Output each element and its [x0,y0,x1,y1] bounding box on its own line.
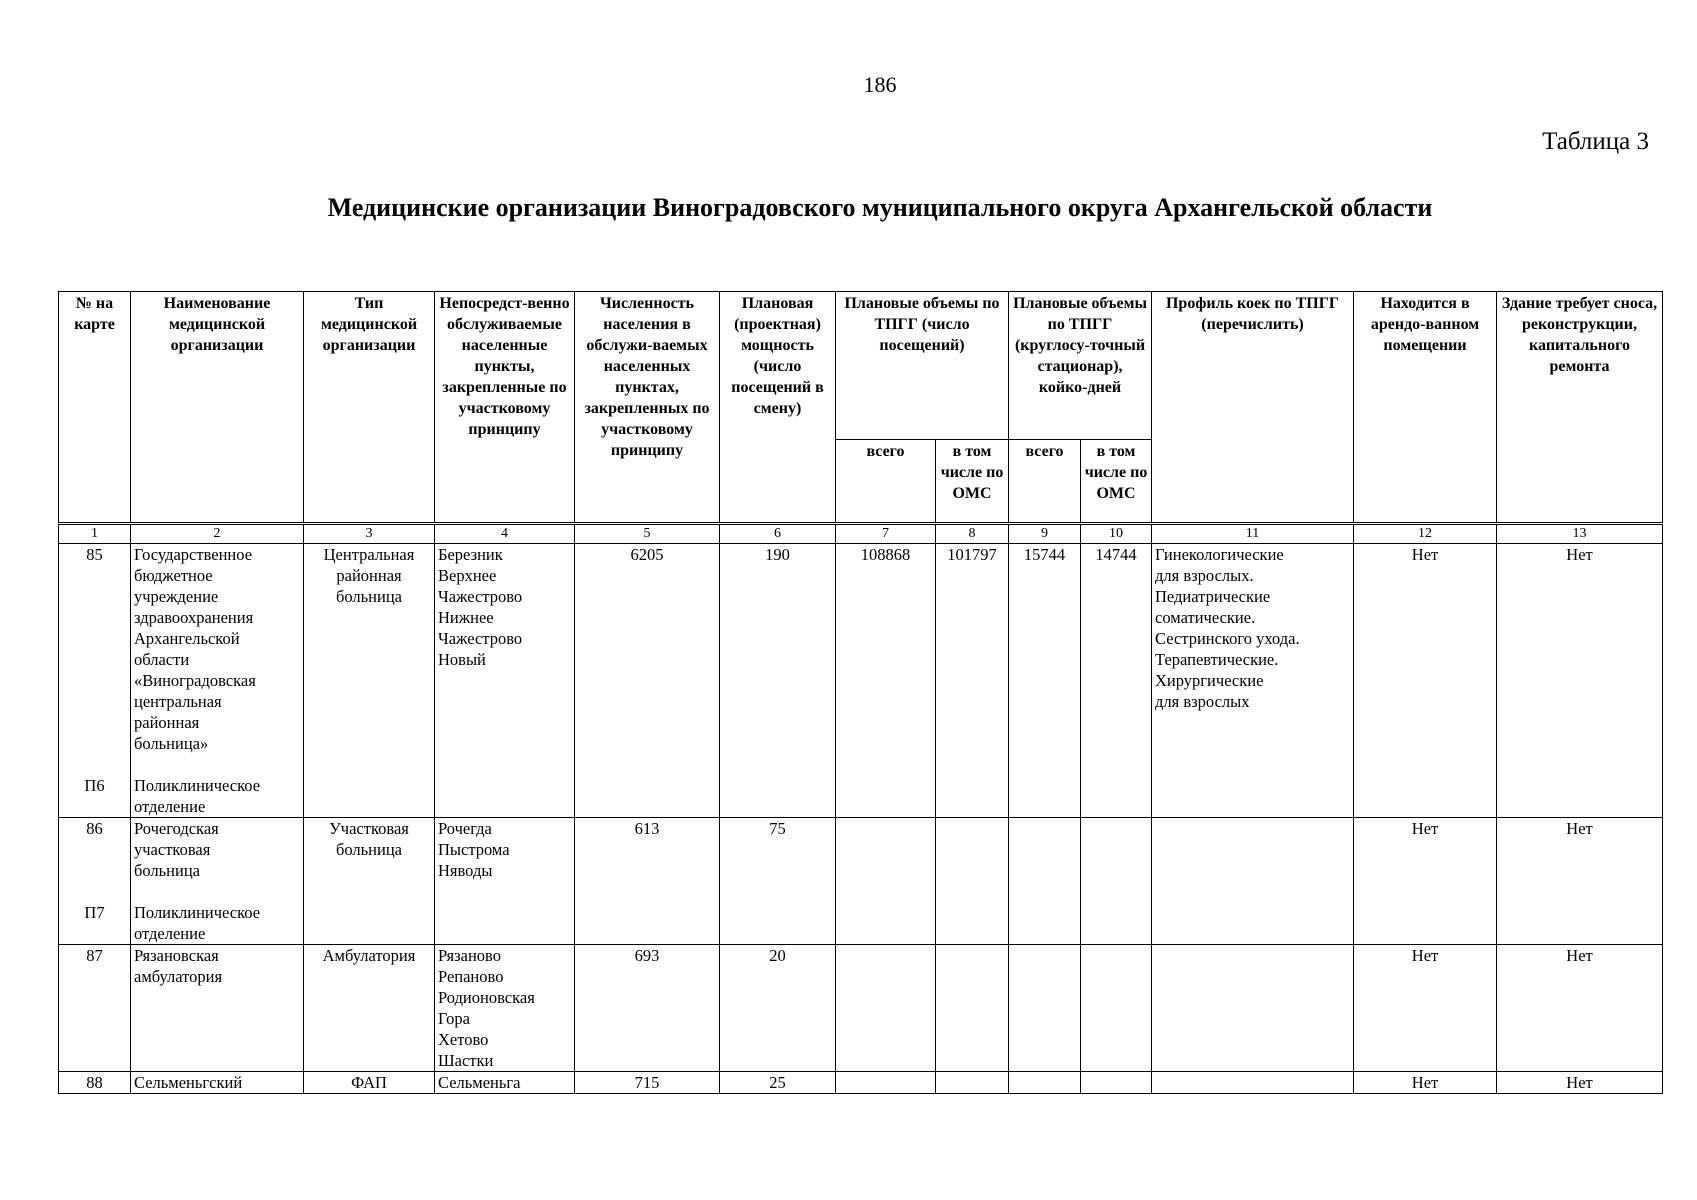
cell-line: Рязаново [438,946,501,965]
cell-line: Верхнее [438,566,497,585]
capacity-cell: 20 [720,945,836,1072]
visits-oms-cell [936,818,1009,945]
table-row [59,1072,1663,1094]
header-needs-repair: Здание требует сноса, реконструкции, капитального ремонта [1497,292,1663,524]
org-type-cell [304,544,435,818]
settlements-cell [435,818,575,945]
visits-oms-cell [936,1072,1009,1094]
cell-line: Чажестрово [438,587,523,606]
cell-line: Участковая [329,819,409,838]
needs-repair-cell: Нет [1497,818,1663,945]
cell-line: центральная [134,692,222,711]
table-row [59,544,1663,818]
cell-line: Рочегда [438,819,492,838]
cell-line: Рочегодская [134,819,219,838]
cell-line: Поликлиническое [134,903,261,922]
sub-map-number: П7 [84,903,105,922]
population-cell: 715 [575,1072,720,1094]
map-number: 87 [86,946,103,965]
visits-total-cell [836,818,936,945]
cell-line: Няводы [438,861,493,880]
visits-oms-cell: 101797 [936,544,1009,818]
visits-oms-cell [936,945,1009,1072]
population-cell: 6205 [575,544,720,818]
needs-repair-cell: Нет [1497,945,1663,1072]
cell-line: Государственное [134,545,253,564]
column-number: 2 [131,524,304,544]
table-row [59,818,1663,945]
table-header [59,292,1663,524]
cell-line: больница» [134,734,209,753]
medical-organizations-table [58,291,1663,1094]
document-title: Медицинские организации Виноградовского муниципального округа Архангельской области [327,193,1433,222]
cell-line: ФАП [351,1073,387,1092]
cell-line: Гинекологические [1155,545,1284,564]
map-number: 85 [86,545,103,564]
cell-line: Пыстрома [438,840,510,859]
cell-line: Гора [438,1009,470,1028]
visits-total-cell [836,945,936,1072]
cell-line: Сельменьга [438,1073,521,1092]
page-number: 186 [863,72,897,97]
header-planned-visits: Плановые объемы по ТПГГ (число посещений) [836,292,1009,440]
column-number: 7 [836,524,936,544]
beds-oms-cell [1081,1072,1152,1094]
cell-line: Поликлиническое [134,776,261,795]
header-number-on-map: № на карте [59,292,131,524]
needs-repair-cell: Нет [1497,1072,1663,1094]
column-number: 3 [304,524,435,544]
bed-profile-cell [1152,818,1354,945]
cell-line: Амбулатория [322,946,416,965]
cell-line: Терапевтические. [1155,650,1279,669]
table-row [59,945,1663,1072]
cell-line: амбулатория [134,967,223,986]
capacity-cell: 75 [720,818,836,945]
org-type-cell [304,818,435,945]
column-number-row [59,524,1663,544]
population-cell: 693 [575,945,720,1072]
map-number: 88 [86,1073,103,1092]
settlements-cell [435,945,575,1072]
org-name-cell [131,1072,304,1094]
bed-profile-cell [1152,945,1354,1072]
column-number: 6 [720,524,836,544]
cell-line: здравоохранения [134,608,254,627]
cell-line: Березник [438,545,503,564]
cell-line: районная [336,566,402,585]
cell-line: Родионовская [438,988,535,1007]
map-number-cell [59,1072,131,1094]
population-cell: 613 [575,818,720,945]
org-type-cell [304,945,435,1072]
table-label: Таблица 3 [1542,128,1649,155]
org-name-cell [131,544,304,818]
header-org-type: Тип медицинской организации [304,292,435,524]
cell-line: Шастки [438,1051,494,1070]
bed-profile-cell [1152,544,1354,818]
cell-line: больница [336,840,402,859]
cell-line: Сельменьгский [134,1073,243,1092]
capacity-cell: 190 [720,544,836,818]
visits-total-cell: 108868 [836,544,936,818]
cell-line: Архангельской [134,629,240,648]
beds-total-cell: 15744 [1009,544,1081,818]
column-number: 13 [1497,524,1663,544]
cell-line: Центральная [323,545,415,564]
cell-line: Сестринского ухода. [1155,629,1300,648]
rented-cell: Нет [1354,818,1497,945]
cell-line: бюджетное [134,566,213,585]
cell-line: районная [134,713,200,732]
cell-line: Чажестрово [438,629,523,648]
cell-line: больница [336,587,402,606]
cell-line: Рязановская [134,946,219,965]
cell-line: Хетово [438,1030,489,1049]
cell-line: отделение [134,924,206,943]
cell-line: Нижнее [438,608,494,627]
cell-line: больница [134,861,200,880]
beds-oms-cell [1081,945,1152,1072]
header-settlements: Непосредст-венно обслуживаемые населенные пункты, закрепленные по участковому принципу [435,292,575,524]
header-visits-oms: в том числе по ОМС [936,440,1009,524]
cell-line: области [134,650,190,669]
rented-cell: Нет [1354,1072,1497,1094]
table-body [59,524,1663,1094]
header-visits-total: всего [836,440,936,524]
needs-repair-cell: Нет [1497,544,1663,818]
org-name-cell [131,945,304,1072]
capacity-cell: 25 [720,1072,836,1094]
visits-total-cell [836,1072,936,1094]
cell-line: учреждение [134,587,219,606]
cell-line: для взрослых [1155,692,1250,711]
sub-map-number: П6 [84,776,105,795]
cell-line: Репаново [438,967,504,986]
header-capacity: Плановая (проектная) мощность (число посещений в смену) [720,292,836,524]
column-number: 11 [1152,524,1354,544]
column-number: 4 [435,524,575,544]
header-planned-beds: Плановые объемы по ТПГГ (круглосу-точный стационар), койко-дней [1009,292,1152,440]
beds-oms-cell: 14744 [1081,544,1152,818]
org-name-cell [131,818,304,945]
header-beds-oms: в том числе по ОМС [1081,440,1152,524]
settlements-cell [435,1072,575,1094]
cell-line: Педиатрические [1155,587,1271,606]
beds-oms-cell [1081,818,1152,945]
cell-line: Хирургические [1155,671,1264,690]
beds-total-cell [1009,818,1081,945]
cell-line: отделение [134,797,206,816]
rented-cell: Нет [1354,945,1497,1072]
column-number: 5 [575,524,720,544]
column-number: 12 [1354,524,1497,544]
header-beds-total: всего [1009,440,1081,524]
cell-line: «Виноградовская [134,671,256,690]
header-bed-profile: Профиль коек по ТПГГ (перечислить) [1152,292,1354,524]
bed-profile-cell [1152,1072,1354,1094]
column-number: 9 [1009,524,1081,544]
cell-line: Новый [438,650,486,669]
header-rented: Находится в арендо-ванном помещении [1354,292,1497,524]
settlements-cell [435,544,575,818]
map-number-cell [59,945,131,1072]
header-org-name: Наименование медицинской организации [131,292,304,524]
header-population: Численность населения в обслужи-ваемых населенных пунктах, закрепленных по участковому принципу [575,292,720,524]
sub-unit-name [134,902,300,944]
cell-line: для взрослых. [1155,566,1254,585]
beds-total-cell [1009,945,1081,1072]
cell-line: участковая [134,840,211,859]
map-number-cell [59,544,131,818]
map-number: 86 [86,819,103,838]
map-number-cell [59,818,131,945]
sub-unit-name [134,775,300,817]
rented-cell: Нет [1354,544,1497,818]
column-number: 10 [1081,524,1152,544]
column-number: 8 [936,524,1009,544]
org-type-cell [304,1072,435,1094]
beds-total-cell [1009,1072,1081,1094]
cell-line: соматические. [1155,608,1256,627]
column-number: 1 [59,524,131,544]
